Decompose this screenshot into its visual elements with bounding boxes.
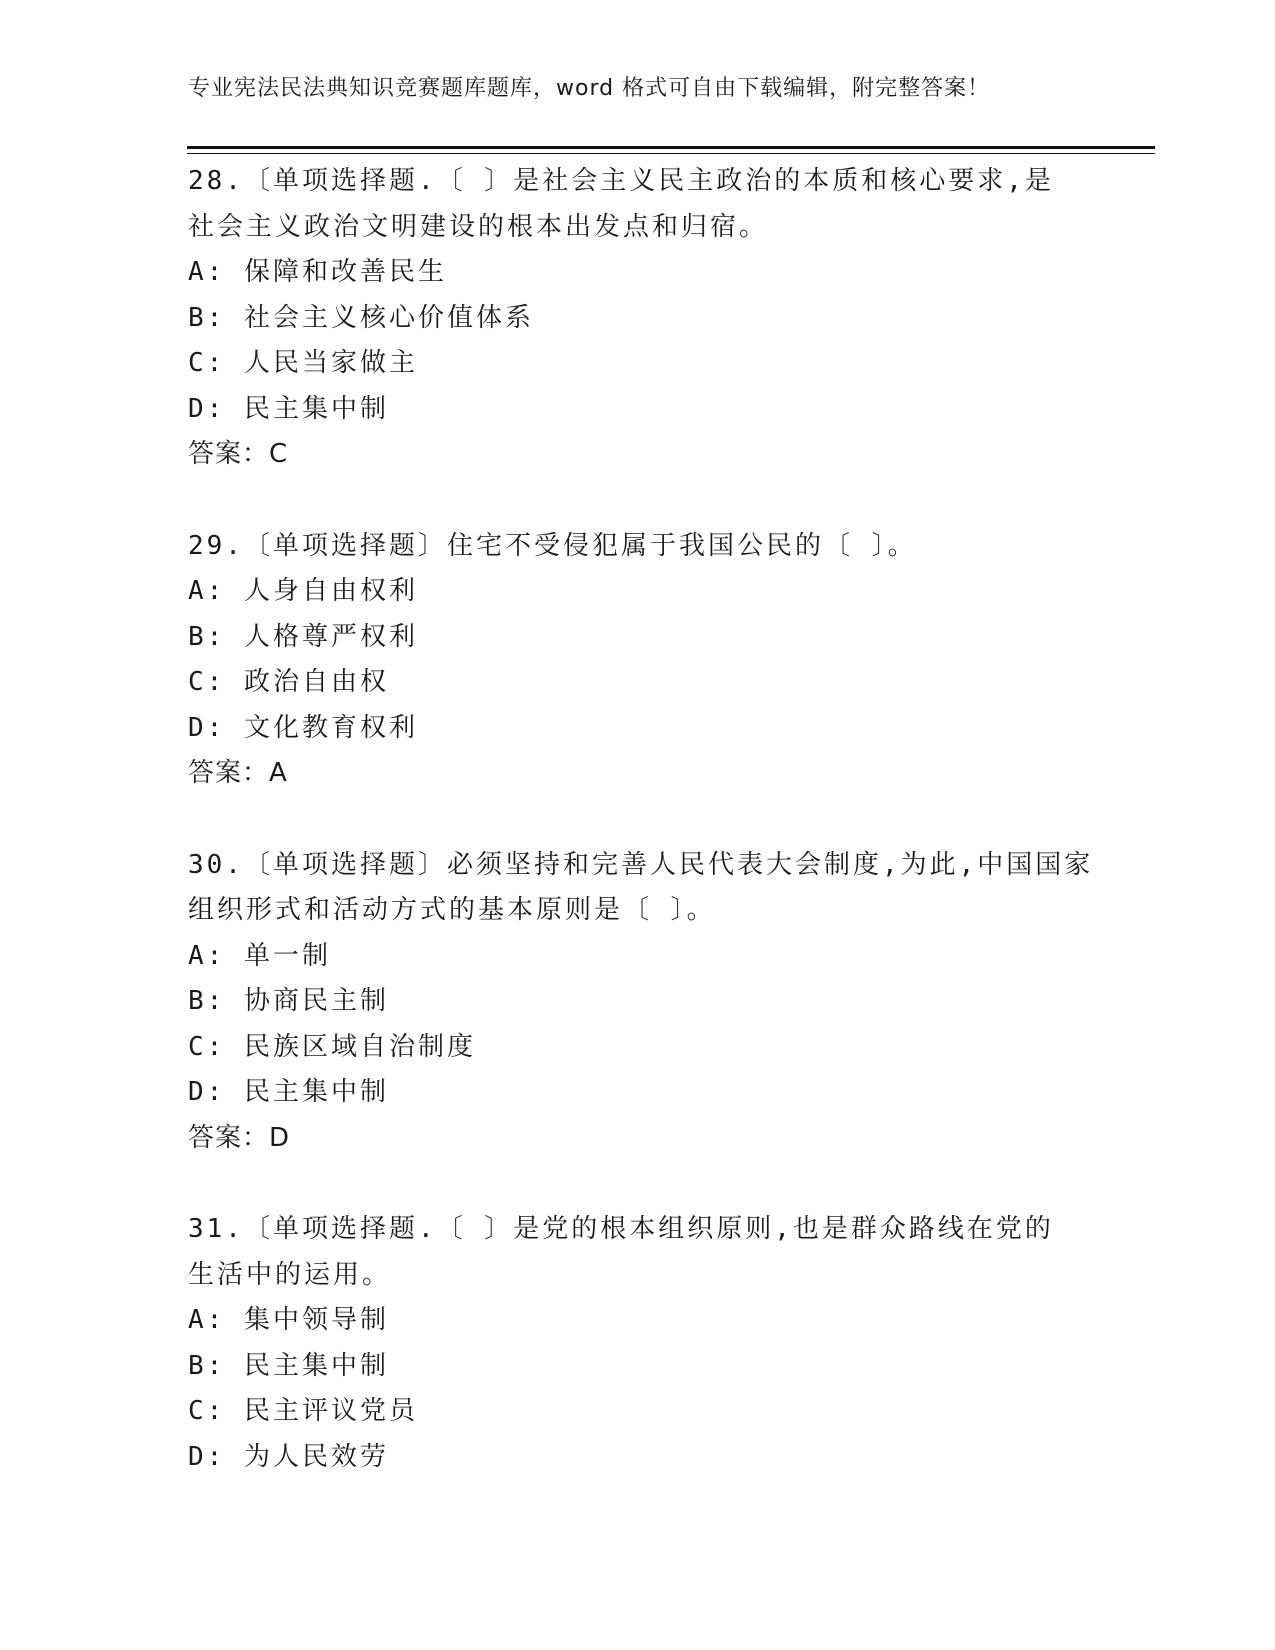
question-28: [188, 159, 1088, 478]
option-b: B: 协商民主制: [188, 986, 389, 1016]
option-c: C: 民主评议党员: [188, 1396, 418, 1426]
question-29: [188, 524, 1088, 797]
option-d: D: 为人民效劳: [188, 1441, 389, 1472]
page-header: 专业宪法民法典知识竞赛题库题库，word 格式可自由下载编辑，附完整答案！: [188, 76, 991, 101]
answer: 答案：C: [188, 439, 289, 469]
option-a: A: 集中领导制: [188, 1305, 389, 1335]
option-b: B: 人格尊严权利: [188, 621, 418, 652]
option-d: D: 民主集中制: [188, 393, 389, 424]
option-d: D: 民主集中制: [188, 1077, 389, 1107]
option-c: C: 政治自由权: [188, 667, 389, 697]
option-a: A: 单一制: [188, 940, 331, 971]
question-list: [188, 159, 1094, 1526]
question-stem: 30.〔单项选择题〕必须坚持和完善人民代表大会制度,为此,中国国家: [188, 849, 1094, 880]
option-a: A: 人身自由权利: [188, 576, 418, 606]
question-stem: 生活中的运用。: [188, 1259, 392, 1290]
question-31: [188, 1207, 1088, 1480]
option-a: A: 保障和改善民生: [188, 257, 447, 287]
question-stem: 组织形式和活动方式的基本原则是〔 〕。: [188, 895, 716, 925]
question-stem: 28.〔单项选择题.〔 〕是社会主义民主政治的本质和核心要求,是: [188, 166, 1054, 196]
question-stem: 29.〔单项选择题〕住宅不受侵犯属于我国公民的〔 〕。: [188, 530, 917, 561]
question-stem: 社会主义政治文明建设的根本出发点和归宿。: [188, 211, 769, 242]
header-rule-thick: [187, 146, 1155, 149]
option-d: D: 文化教育权利: [188, 712, 418, 743]
header-rule-thin: [187, 153, 1155, 154]
option-b: B: 社会主义核心价值体系: [188, 302, 534, 333]
option-c: C: 民族区域自治制度: [188, 1031, 476, 1062]
option-b: B: 民主集中制: [188, 1350, 389, 1381]
option-c: C: 人民当家做主: [188, 348, 418, 378]
answer: 答案：D: [188, 1122, 291, 1153]
answer: 答案：A: [188, 758, 288, 788]
question-30: [188, 843, 1094, 1162]
question-stem: 31.〔单项选择题.〔 〕是党的根本组织原则,也是群众路线在党的: [188, 1214, 1054, 1244]
